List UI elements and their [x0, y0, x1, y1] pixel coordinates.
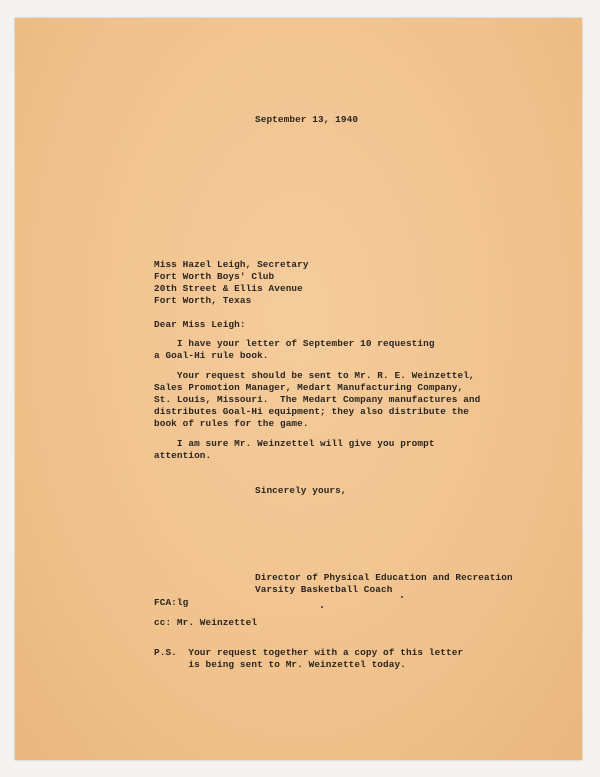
signature-title-line: Director of Physical Education and Recreation — [255, 572, 513, 583]
letter-page — [15, 18, 582, 760]
postscript-line: is being sent to Mr. Weinzettel today. — [154, 659, 406, 670]
address-line: Fort Worth, Texas — [154, 295, 252, 306]
postscript-line: P.S. Your request together with a copy of this letter — [154, 647, 464, 658]
paragraph-line: distributes Goal-Hi equipment; they also distribute the — [154, 406, 469, 417]
stray-mark — [321, 606, 323, 608]
reference-initials: FCA:lg — [154, 597, 189, 608]
paragraph-line: a Goal-Hi rule book. — [154, 350, 269, 361]
paragraph-line: attention. — [154, 450, 212, 461]
closing: Sincerely yours, — [255, 485, 347, 496]
paragraph-line: Sales Promotion Manager, Medart Manufacturing Company, — [154, 382, 464, 393]
paragraph-line: book of rules for the game. — [154, 418, 309, 429]
stray-mark — [401, 596, 403, 598]
signature-title-line: Varsity Basketball Coach — [255, 584, 393, 595]
paragraph-line: Your request should be sent to Mr. R. E. Weinzettel, — [154, 370, 475, 381]
salutation: Dear Miss Leigh: — [154, 319, 246, 330]
address-line: Miss Hazel Leigh, Secretary — [154, 259, 309, 270]
address-line: 20th Street & Ellis Avenue — [154, 283, 303, 294]
letter-date: September 13, 1940 — [255, 114, 359, 125]
paragraph-line: I am sure Mr. Weinzettel will give you prompt — [154, 438, 435, 449]
carbon-copy: cc: Mr. Weinzettel — [154, 617, 258, 628]
paragraph-line: St. Louis, Missouri. The Medart Company manufactures and — [154, 394, 481, 405]
address-line: Fort Worth Boys' Club — [154, 271, 275, 282]
paragraph-line: I have your letter of September 10 requesting — [154, 338, 435, 349]
